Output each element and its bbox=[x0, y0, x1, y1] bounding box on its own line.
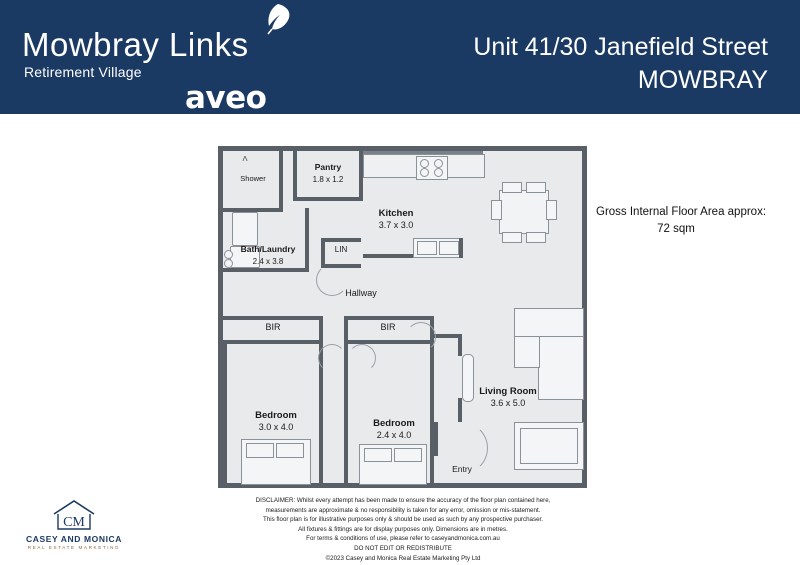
svg-text:CM: CM bbox=[63, 515, 85, 530]
disclaimer-line-6: DO NOT EDIT OR REDISTRIBUTE bbox=[354, 545, 452, 553]
wall-entry-left bbox=[434, 422, 438, 456]
address-line2: MOWBRAY bbox=[637, 66, 768, 94]
door-arc-bedroom-1 bbox=[318, 344, 346, 372]
disclaimer-line-3: This floor plan is for illustrative purposes only & should be used as such by any prospective purchaser. bbox=[263, 516, 543, 524]
disclaimer-line-5: For terms & conditions of use, please refer to caseyandmonica.com.au bbox=[306, 535, 500, 543]
disclaimer-line-7: ©2023 Casey and Monica Real Estate Marketing Pty Ltd bbox=[325, 554, 481, 562]
dining-chair-icon bbox=[526, 182, 546, 193]
brand-subtitle: Retirement Village bbox=[24, 64, 142, 80]
label-bed2-name: Bedroom bbox=[373, 418, 415, 429]
floor-area-value: 72 sqm bbox=[657, 223, 695, 236]
agency-name: CASEY AND MONICA bbox=[25, 534, 123, 544]
floor-area-label: Gross Internal Floor Area approx: bbox=[596, 206, 767, 218]
wall-bir-right-top bbox=[344, 316, 434, 320]
wall-bir-left-bottom bbox=[223, 340, 323, 344]
label-bed1-name: Bedroom bbox=[255, 410, 297, 421]
aveo-logo: aveo bbox=[185, 80, 267, 116]
address-line1: Unit 41/30 Janefield Street bbox=[473, 33, 768, 61]
label-bed2-dim: 2.4 x 4.0 bbox=[376, 429, 412, 440]
burner-icon bbox=[434, 168, 443, 177]
label-pantry-dim: 1.8 x 1.2 bbox=[312, 174, 344, 184]
label-living-name: Living Room bbox=[479, 386, 537, 397]
door-arc-bath bbox=[316, 264, 348, 296]
sink-bowl-icon bbox=[417, 241, 437, 255]
burner-icon bbox=[420, 168, 429, 177]
wall-lin-top bbox=[321, 238, 361, 242]
label-lin: LIN bbox=[334, 245, 348, 254]
label-kitchen bbox=[351, 208, 441, 232]
label-kitchen-dim: 3.7 x 3.0 bbox=[378, 219, 414, 230]
label-pantry bbox=[290, 162, 366, 186]
label-bath-dim: 2.4 x 3.8 bbox=[252, 256, 284, 266]
label-bir-right: BIR bbox=[380, 322, 396, 332]
dining-chair-icon bbox=[491, 200, 502, 220]
brand-title: Mowbray Links bbox=[22, 26, 249, 63]
disclaimer-line-1: DISCLAIMER: Whilst every attempt has been made to ensure the accuracy of the floor plan contained here, bbox=[255, 497, 551, 504]
door-arc-bedroom-2 bbox=[348, 344, 376, 372]
door-arc-hallway bbox=[406, 322, 436, 352]
wall-living-vert-lower bbox=[458, 398, 462, 422]
dining-chair-icon bbox=[526, 232, 546, 243]
pillow-icon bbox=[394, 448, 422, 462]
agency-logo bbox=[10, 496, 138, 556]
page-header bbox=[0, 0, 800, 114]
label-bath-laundry bbox=[228, 244, 308, 268]
leaf-icon bbox=[258, 2, 298, 36]
disclaimer-line-2: measurements are approximate & no responsibility is taken for any error, omission or mis-statement. bbox=[265, 506, 541, 514]
wall-pantry-bottom bbox=[293, 197, 363, 201]
floorplan bbox=[218, 146, 587, 488]
disclaimer-line-4: All fixtures & fittings are for display purposes only. Dimensions are in metres. bbox=[298, 525, 508, 533]
wall-bir-left-right bbox=[319, 316, 323, 344]
shower-tray-icon bbox=[232, 212, 258, 246]
window-icon bbox=[462, 354, 474, 402]
burner-icon bbox=[434, 159, 443, 168]
label-pantry-name: Pantry bbox=[314, 162, 342, 172]
agency-tagline: REAL ESTATE MARKETING bbox=[27, 545, 121, 550]
wall-kitchen-end bbox=[459, 238, 463, 258]
shower-corner-mark: Λ bbox=[242, 154, 248, 163]
wall-bath-bottom bbox=[223, 268, 309, 272]
label-shower: Shower bbox=[240, 174, 266, 183]
wall-living-vert-upper bbox=[458, 334, 462, 356]
wall-bed1-left bbox=[223, 344, 227, 483]
pillow-icon bbox=[276, 443, 304, 458]
pillow-icon bbox=[246, 443, 274, 458]
pillow-icon bbox=[364, 448, 392, 462]
label-bedroom-2 bbox=[354, 418, 434, 442]
disclaimer bbox=[218, 496, 588, 563]
label-living-dim: 3.6 x 5.0 bbox=[490, 397, 526, 408]
label-bed1-dim: 3.0 x 4.0 bbox=[258, 421, 294, 432]
dining-chair-icon bbox=[502, 232, 522, 243]
burner-icon bbox=[420, 159, 429, 168]
dining-chair-icon bbox=[546, 200, 557, 220]
house-monogram-icon bbox=[50, 498, 98, 532]
dining-chair-icon bbox=[502, 182, 522, 193]
armchair-cushion-icon bbox=[520, 428, 578, 464]
sofa-arm-icon bbox=[514, 336, 540, 368]
wall-bir-left-top bbox=[223, 316, 323, 320]
label-bir-left: BIR bbox=[265, 322, 281, 332]
label-entry: Entry bbox=[452, 464, 472, 474]
dining-table-icon bbox=[499, 190, 549, 234]
wall-bir-right-left bbox=[344, 316, 348, 344]
entry-door-arc bbox=[436, 422, 488, 474]
label-bath-name: Bath/Laundry bbox=[240, 244, 296, 254]
label-kitchen-name: Kitchen bbox=[378, 208, 414, 219]
sofa-chaise-icon bbox=[538, 336, 584, 400]
wall-bed2-left bbox=[344, 344, 348, 483]
label-bedroom-1 bbox=[231, 410, 321, 434]
sink-bowl-icon bbox=[439, 241, 459, 255]
floor-area-note bbox=[596, 204, 796, 239]
label-hallway: Hallway bbox=[345, 288, 377, 298]
